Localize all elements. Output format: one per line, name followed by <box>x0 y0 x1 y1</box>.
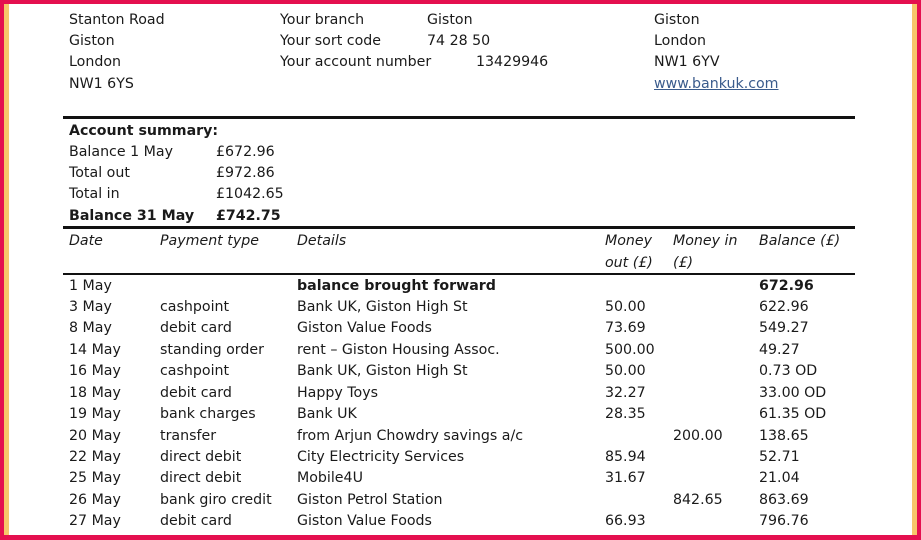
cell-money-out: 50.00 <box>605 299 646 315</box>
cell-balance: 796.76 <box>759 513 809 529</box>
cell-details: Happy Toys <box>297 385 379 401</box>
cell-payment-type: cashpoint <box>160 299 230 315</box>
cell-details: Bank UK, Giston High St <box>297 363 468 379</box>
table-row <box>0 340 921 361</box>
cell-details: Giston Value Foods <box>297 513 432 529</box>
cell-payment-type: debit card <box>160 320 232 336</box>
cell-balance: 21.04 <box>759 470 800 486</box>
cell-payment-type: debit card <box>160 385 232 401</box>
cell-money-out: 73.69 <box>605 320 646 336</box>
cell-date: 20 May <box>69 428 121 444</box>
column-header-money-in-unit: (£) <box>673 255 694 271</box>
cell-details: balance brought forward <box>297 278 496 294</box>
cell-date: 27 May <box>69 513 121 529</box>
cell-details: Mobile4U <box>297 470 363 486</box>
cell-balance: 33.00 OD <box>759 385 827 401</box>
summary-value: £1042.65 <box>216 186 284 202</box>
cell-money-in: 842.65 <box>673 492 723 508</box>
cell-details: Giston Value Foods <box>297 320 432 336</box>
summary-value: £672.96 <box>216 144 275 160</box>
cell-payment-type: debit card <box>160 513 232 529</box>
customer-address-line: Giston <box>69 33 115 49</box>
cell-payment-type: direct debit <box>160 470 242 486</box>
cell-date: 16 May <box>69 363 121 379</box>
cell-balance: 622.96 <box>759 299 809 315</box>
column-header-details: Details <box>297 233 347 249</box>
column-header-date: Date <box>69 233 103 249</box>
customer-address-line: London <box>69 54 122 70</box>
summary-value: £972.86 <box>216 165 275 181</box>
summary-label: Balance 1 May <box>69 144 173 160</box>
section-divider <box>63 116 855 119</box>
cell-date: 14 May <box>69 342 121 358</box>
cell-payment-type: bank charges <box>160 406 256 422</box>
bank-address-line: NW1 6YV <box>654 54 720 70</box>
sort-code-value: 74 28 50 <box>427 33 491 49</box>
cell-details: rent – Giston Housing Assoc. <box>297 342 500 358</box>
customer-address-line: Stanton Road <box>69 12 165 28</box>
sort-code-label: Your sort code <box>280 33 381 49</box>
cell-balance: 549.27 <box>759 320 809 336</box>
cell-payment-type: cashpoint <box>160 363 230 379</box>
cell-date: 1 May <box>69 278 112 294</box>
cell-details: City Electricity Services <box>297 449 465 465</box>
cell-money-out: 32.27 <box>605 385 646 401</box>
branch-value: Giston <box>427 12 473 28</box>
summary-label: Balance 31 May <box>69 208 195 224</box>
cell-balance: 52.71 <box>759 449 800 465</box>
table-row <box>0 490 921 511</box>
section-divider <box>63 226 855 229</box>
cell-money-out: 66.93 <box>605 513 646 529</box>
column-header-money-out-unit: out (£) <box>605 255 653 271</box>
branch-label: Your branch <box>280 12 365 28</box>
customer-address-line: NW1 6YS <box>69 76 134 92</box>
cell-money-in: 200.00 <box>673 428 723 444</box>
cell-payment-type: standing order <box>160 342 264 358</box>
column-header-money-in: Money in <box>673 233 738 249</box>
cell-money-out: 31.67 <box>605 470 646 486</box>
cell-balance: 863.69 <box>759 492 809 508</box>
cell-money-out: 85.94 <box>605 449 646 465</box>
cell-date: 22 May <box>69 449 121 465</box>
cell-date: 8 May <box>69 320 112 336</box>
table-row <box>0 383 921 404</box>
table-row <box>0 468 921 489</box>
cell-details: from Arjun Chowdry savings a/c <box>297 428 524 444</box>
table-row <box>0 447 921 468</box>
cell-date: 26 May <box>69 492 121 508</box>
bank-address-line: Giston <box>654 12 700 28</box>
summary-label: Total in <box>69 186 120 202</box>
summary-heading: Account summary: <box>69 123 219 139</box>
table-row <box>0 297 921 318</box>
cell-balance: 61.35 OD <box>759 406 827 422</box>
table-row <box>0 361 921 382</box>
column-header-payment-type: Payment type <box>160 233 259 249</box>
bank-website-link[interactable]: www.bankuk.com <box>654 76 779 92</box>
column-header-money-out: Money <box>605 233 653 249</box>
table-row <box>0 426 921 447</box>
table-row <box>0 318 921 339</box>
account-number-value: 13429946 <box>476 54 549 70</box>
cell-money-out: 500.00 <box>605 342 655 358</box>
header-divider <box>63 273 855 275</box>
cell-details: Giston Petrol Station <box>297 492 443 508</box>
summary-value: £742.75 <box>216 208 281 224</box>
table-row <box>0 511 921 532</box>
cell-payment-type: direct debit <box>160 449 242 465</box>
cell-date: 19 May <box>69 406 121 422</box>
cell-payment-type: transfer <box>160 428 217 444</box>
cell-date: 3 May <box>69 299 112 315</box>
account-number-label: Your account number <box>280 54 432 70</box>
summary-label: Total out <box>69 165 130 181</box>
cell-date: 18 May <box>69 385 121 401</box>
cell-balance: 49.27 <box>759 342 800 358</box>
cell-balance: 138.65 <box>759 428 809 444</box>
cell-details: Bank UK, Giston High St <box>297 299 468 315</box>
bank-address-line: London <box>654 33 707 49</box>
cell-balance: 672.96 <box>759 278 814 294</box>
cell-date: 25 May <box>69 470 121 486</box>
column-header-balance: Balance (£) <box>759 233 841 249</box>
cell-details: Bank UK <box>297 406 357 422</box>
table-row <box>0 276 921 297</box>
cell-money-out: 50.00 <box>605 363 646 379</box>
cell-payment-type: bank giro credit <box>160 492 272 508</box>
table-row <box>0 404 921 425</box>
cell-balance: 0.73 OD <box>759 363 818 379</box>
cell-money-out: 28.35 <box>605 406 646 422</box>
